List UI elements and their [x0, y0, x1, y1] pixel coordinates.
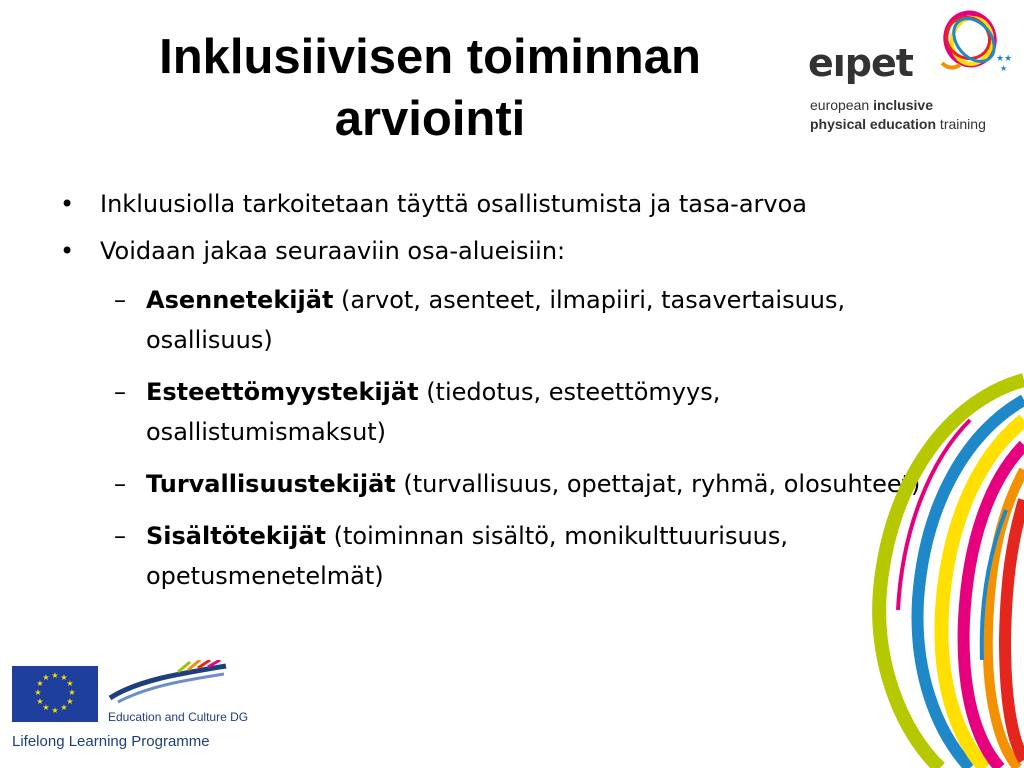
dash-mark: – [114, 470, 126, 498]
title-line-2: arviointi [334, 92, 526, 146]
title-line-1: Inklusiivisen toiminnan [159, 30, 701, 84]
dg-label: Education and Culture DG [108, 710, 249, 724]
svg-text:★: ★ [36, 697, 44, 706]
llp-swoosh-icon [108, 660, 228, 710]
svg-text:★: ★ [51, 706, 59, 715]
sub-item-term: Turvallisuustekijät [146, 470, 396, 498]
color-swirl-icon [830, 360, 1024, 768]
svg-text:★: ★ [60, 673, 68, 682]
svg-text:★: ★ [42, 703, 50, 712]
bullet-mark: • [60, 237, 75, 265]
logo-wordmark: eıpet [808, 41, 913, 85]
sub-item [114, 372, 946, 452]
dash-mark: – [114, 522, 126, 550]
svg-text:★: ★ [1000, 64, 1008, 73]
sub-item-desc: (turvallisuus, opettajat, ryhmä, olosuhteet) [395, 470, 921, 498]
sub-item-desc: (toiminnan sisältö, monikulttuurisuus, opetusmenetelmät) [146, 522, 789, 590]
programme-label: Lifelong Learning Programme [12, 733, 210, 750]
svg-text:★: ★ [51, 671, 59, 680]
sub-item-term: Asennetekijät [146, 286, 334, 314]
eu-flag-icon [12, 666, 98, 722]
logo-tagline-2: physical education training [810, 116, 986, 132]
bullet-text: Voidaan jakaa seuraaviin osa-alueisiin: [100, 237, 566, 265]
svg-text:★: ★ [36, 679, 44, 688]
logo-tagline-1: european inclusive [810, 97, 933, 113]
sub-item-term: Esteettömyystekijät [146, 378, 419, 406]
svg-text:★: ★ [66, 697, 74, 706]
dash-mark: – [114, 286, 126, 314]
sub-item-desc: (tiedotus, esteettömyys, osallistumismaksut) [146, 378, 721, 446]
sub-item-term: Sisältötekijät [146, 522, 327, 550]
bullet-mark: • [60, 190, 75, 218]
sub-item [114, 280, 946, 360]
bullet-item [60, 186, 900, 222]
svg-text:★: ★ [66, 679, 74, 688]
svg-text:★: ★ [42, 673, 50, 682]
sub-item [114, 464, 946, 504]
bullet-text: Inkluusiolla tarkoitetaan täyttä osallistumista ja tasa-arvoa [100, 190, 807, 218]
slide-title [60, 26, 800, 150]
bullet-item [60, 233, 900, 269]
sub-item-desc: (arvot, asenteet, ilmapiiri, tasavertaisuus, osallisuus) [146, 286, 846, 354]
eipet-logo [805, 5, 1020, 140]
svg-text:★: ★ [60, 703, 68, 712]
sub-item [114, 516, 946, 596]
slide-body [60, 186, 921, 608]
dash-mark: – [114, 378, 126, 406]
svg-text:★: ★ [68, 688, 76, 697]
svg-text:★: ★ [34, 688, 42, 697]
eipet-ring-icon [930, 5, 1020, 85]
svg-text:★★: ★★ [996, 54, 1013, 64]
